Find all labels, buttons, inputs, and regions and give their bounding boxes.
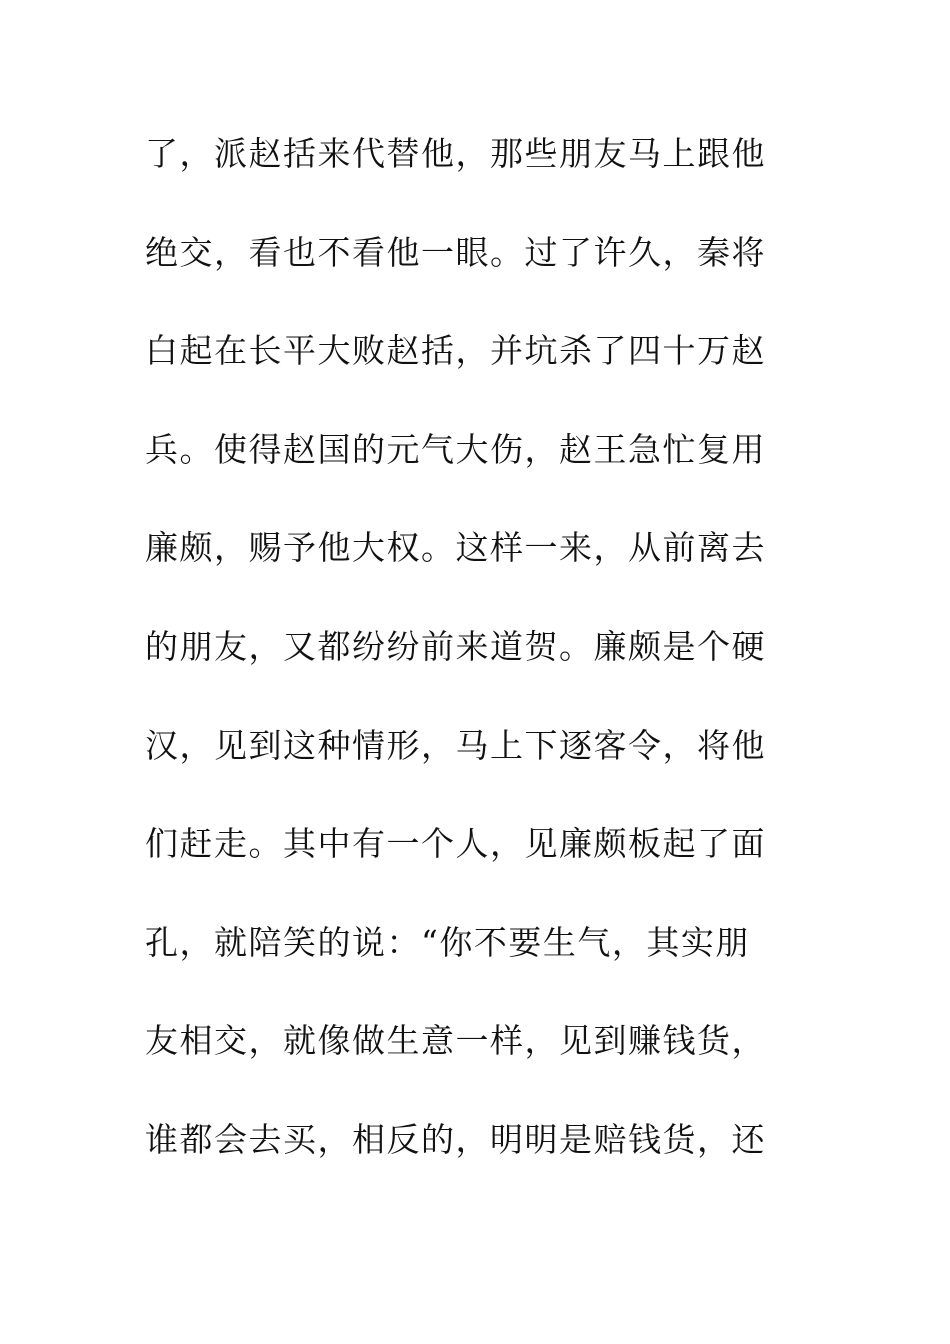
- text-line: 兵。使得赵国的元气大伤，赵王急忙复用: [145, 429, 766, 469]
- text-line: 汉，见到这种情形，马上下逐客令，将他: [145, 725, 766, 765]
- text-line: 孔，就陪笑的说：“你不要生气，其实朋: [145, 922, 750, 962]
- text-line: 们赶走。其中有一个人，见廉颇板起了面: [145, 824, 766, 864]
- text-line: 白起在长平大败赵括，并坑杀了四十万赵: [145, 331, 766, 371]
- text-line: 廉颇，赐予他大权。这样一来，从前离去: [145, 528, 766, 568]
- text-line: 友相交，就像做生意一样，见到赚钱货，: [145, 1021, 766, 1061]
- text-line: 绝交，看也不看他一眼。过了许久，秦将: [145, 232, 766, 272]
- body-text: [145, 123, 825, 1208]
- text-line: 谁都会去买，相反的，明明是赔钱货，还: [145, 1119, 766, 1159]
- text-line: 的朋友，又都纷纷前来道贺。廉颇是个硬: [145, 626, 766, 666]
- text-line: 了，派赵括来代替他，那些朋友马上跟他: [145, 134, 766, 173]
